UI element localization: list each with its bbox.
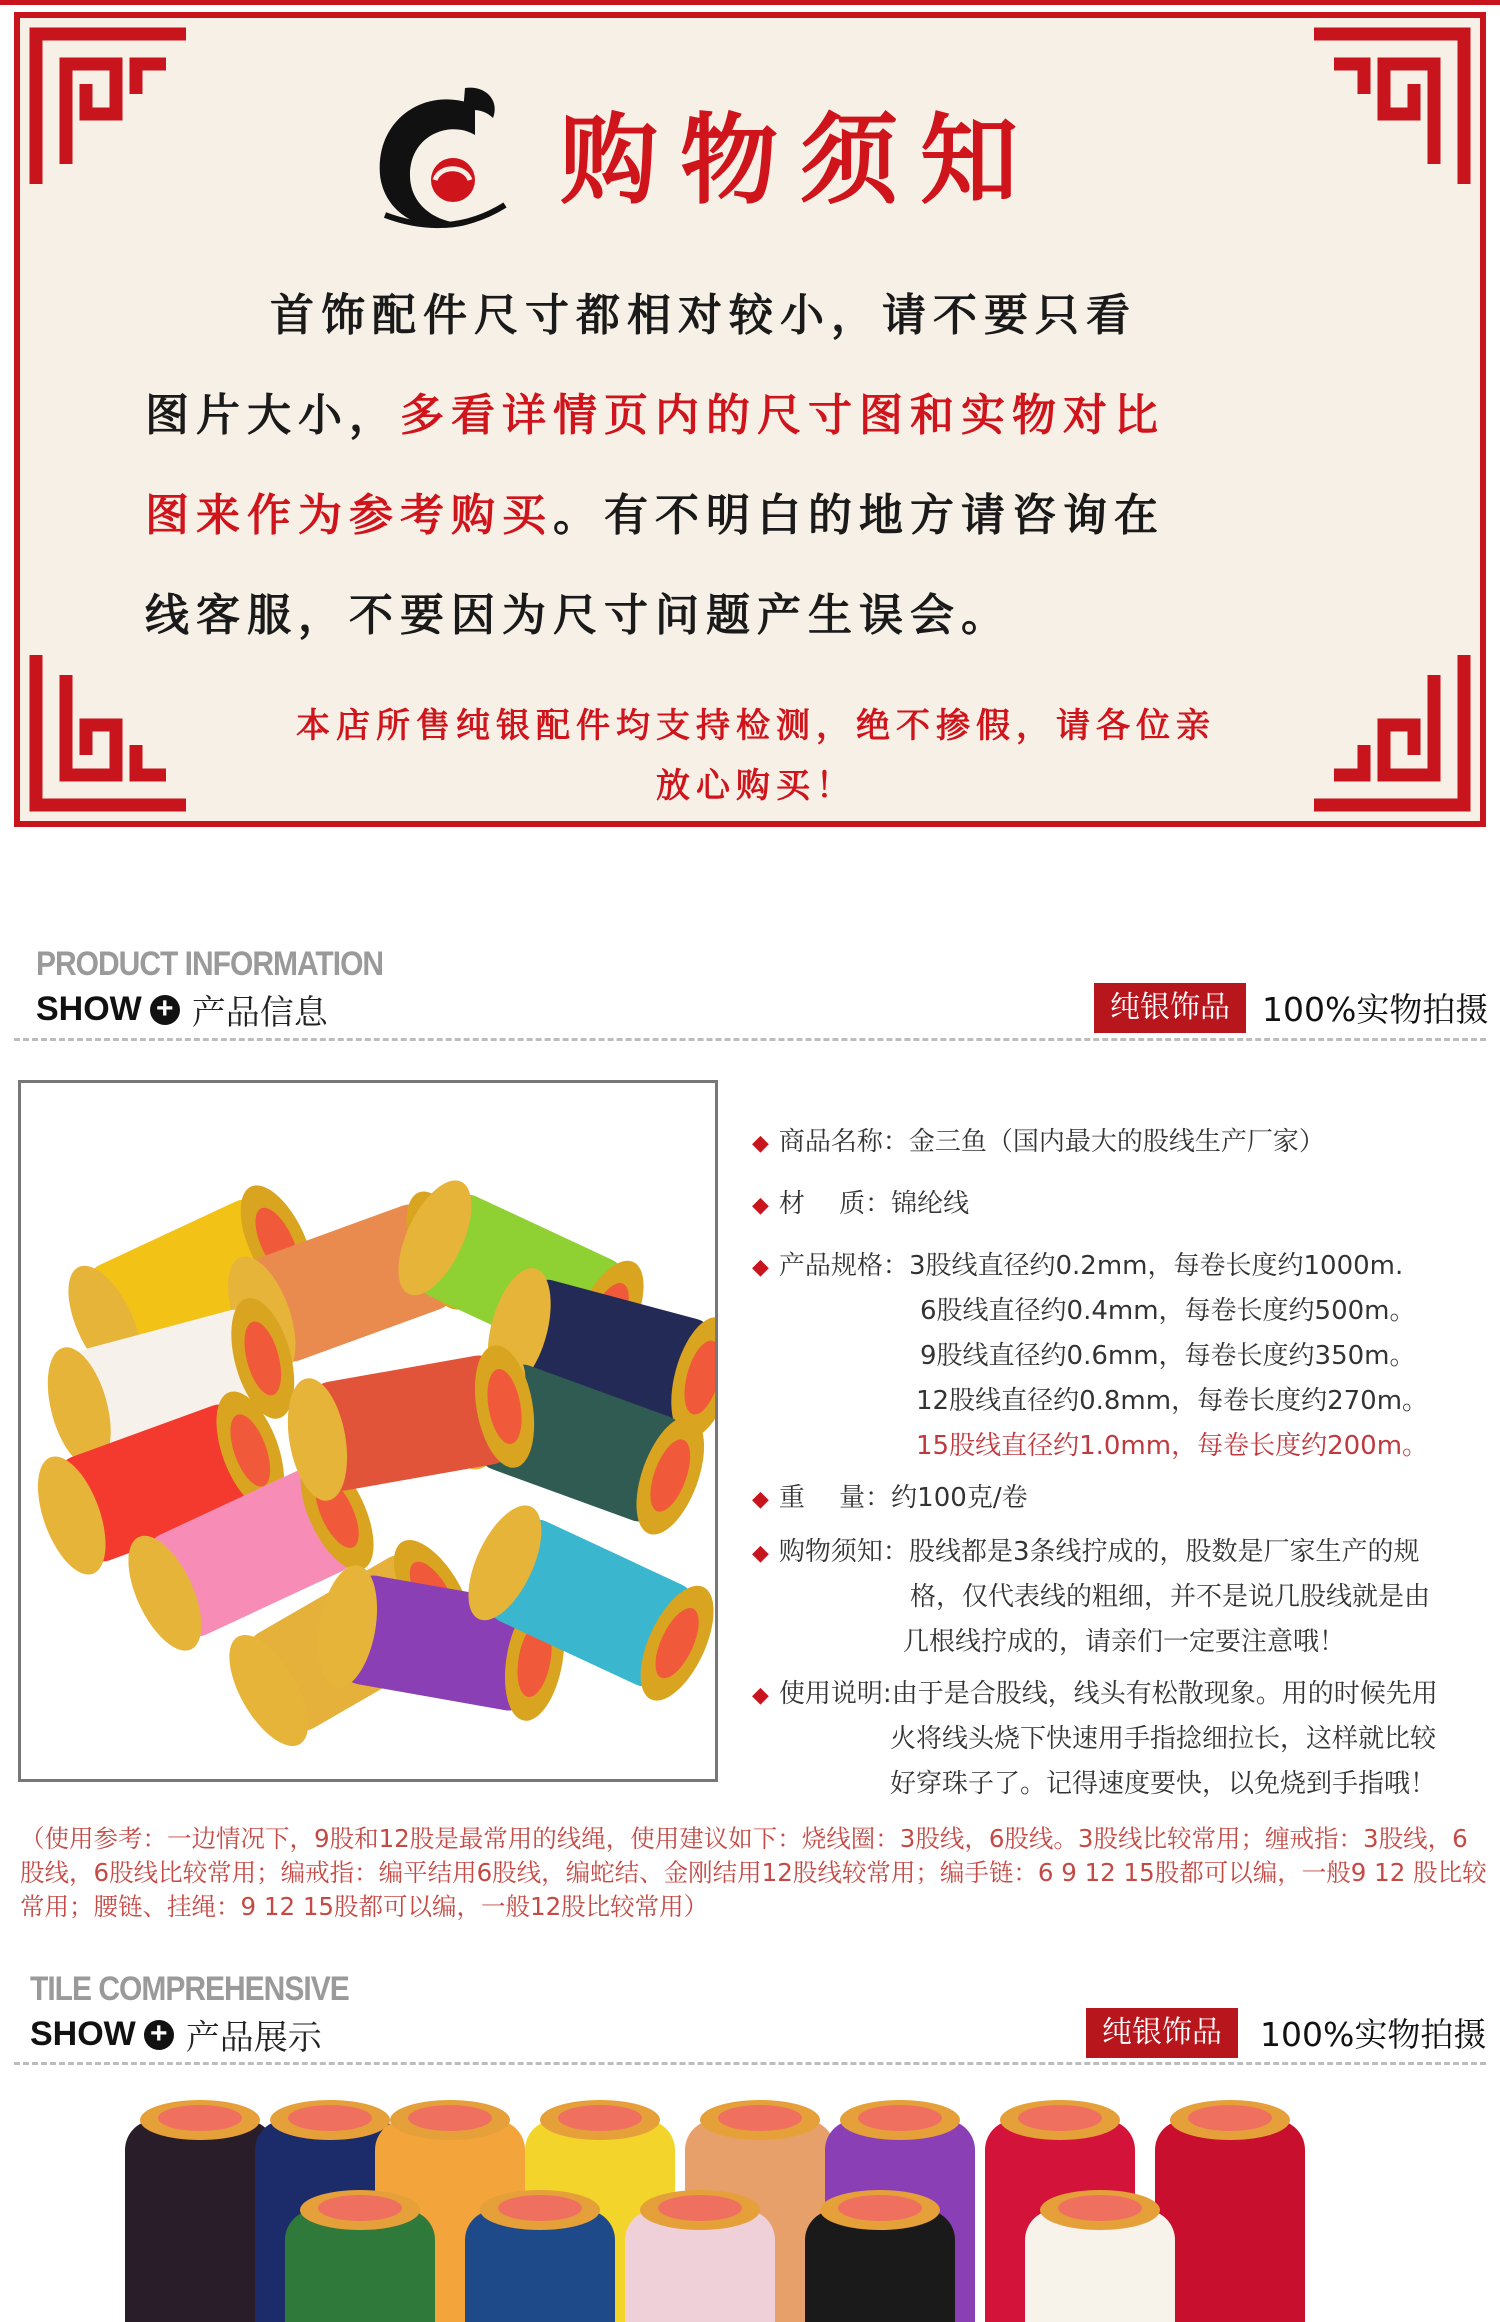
- bullet-icon: ◆: [752, 1541, 769, 1566]
- real-photo-note: 100%实物拍摄: [1260, 2015, 1487, 2054]
- notice-title: 购物须知: [560, 103, 1041, 218]
- spec-notice-line: 格，仅代表线的粗细，并不是说几股线就是由: [910, 1582, 1431, 1612]
- bullet-icon: ◆: [752, 1255, 769, 1280]
- spec-size-line: 9股线直径约0.6mm，每卷长度约350m。: [920, 1341, 1416, 1371]
- corner-ornament-top-right: [1304, 24, 1474, 194]
- notice-footer-1: 本店所售纯银配件均支持检测，绝不掺假，请各位亲: [296, 706, 1216, 746]
- spec-notice: [752, 1530, 1419, 1576]
- divider-dashed: [14, 1038, 1486, 1041]
- notice-frame: [14, 12, 1486, 827]
- spec-usage-line: 由于是合股线，线头有松散现象。用的时候先用: [891, 1679, 1438, 1709]
- section-show-title: [36, 985, 328, 1034]
- spec-name: [752, 1120, 1325, 1166]
- spec-usage: [752, 1672, 1438, 1718]
- spec-size: [752, 1244, 1403, 1290]
- top-border-line: [0, 0, 1500, 5]
- spool-icon: [625, 2190, 775, 2322]
- bullet-icon: ◆: [752, 1683, 769, 1708]
- notice-line-2-red: 多看详情页内的尺寸图和实物对比: [400, 390, 1165, 441]
- bullet-icon: ◆: [752, 1131, 769, 1156]
- silver-badge: 纯银饰品: [1094, 983, 1246, 1033]
- section-show-title: [30, 2010, 322, 2059]
- spec-size-line: 12股线直径约0.8mm，每卷长度约270m。: [916, 1386, 1429, 1416]
- spec-usage-line: 火将线头烧下快速用手指捻细拉长，这样就比较: [890, 1724, 1437, 1754]
- spec-usage-line: 好穿珠子了。记得速度要快，以免烧到手指哦！: [890, 1769, 1437, 1799]
- shopping-notice-panel: [0, 0, 1500, 835]
- spec-material: [752, 1182, 969, 1228]
- spec-material-text: 材 质：锦纶线: [778, 1189, 970, 1219]
- spec-weight-text: 重 量：约100克/卷: [778, 1483, 1028, 1513]
- spool-icon: [805, 2190, 955, 2322]
- section-en-title: TILE COMPREHENSIVE: [30, 1970, 349, 2008]
- spec-notice-line: 股线都是3条线拧成的，股数是厂家生产的规: [908, 1537, 1420, 1567]
- spool-icon: [1025, 2190, 1175, 2322]
- spec-weight: [752, 1476, 1028, 1522]
- product-photo: [18, 1080, 718, 1782]
- usage-reference: （使用参考：一边情况下，9股和12股是最常用的线绳，使用建议如下：烧线圈：3股线，6股线。3股线比较常用；缠戒指：3股线，6股线，6股线比较常用；编戒指：编平结用6股线，编蛇结、金刚结用12股线较常用；编手链：6 9 12 15股都可以编，一般9 12 股比较常用；腰链、挂绳：9 12 15股都可以编，一般12股比较常用）: [20, 1824, 1487, 1921]
- plus-icon: +: [144, 2020, 174, 2050]
- notice-line-3-red: 图来作为参考购买: [145, 490, 553, 541]
- section-cn-title: 产品展示: [185, 2019, 322, 2057]
- notice-footer-2: 放心购买！: [656, 766, 856, 806]
- notice-line-3: [145, 488, 1165, 544]
- show-label: SHOW: [36, 990, 142, 1028]
- spool-icon: [285, 2190, 435, 2322]
- spec-size-line: 6股线直径约0.4mm，每卷长度约500m。: [920, 1296, 1416, 1326]
- spool-icon: [1155, 2100, 1305, 2322]
- notice-line-3-black: 。有不明白的地方请咨询在: [553, 490, 1165, 541]
- thread-spools-row-image: [0, 2080, 1500, 2322]
- bullet-icon: ◆: [752, 1487, 769, 1512]
- plus-icon: +: [150, 995, 180, 1025]
- spec-name-text: 商品名称：金三鱼（国内最大的股线生产厂家）: [778, 1127, 1325, 1157]
- notice-line-2-black: 图片大小，: [145, 390, 400, 441]
- silver-badge: 纯银饰品: [1086, 2008, 1238, 2058]
- corner-ornament-top-left: [26, 24, 196, 194]
- spec-notice-line: 几根线拧成的，请亲们一定要注意哦！: [903, 1627, 1346, 1657]
- spec-notice-label: 购物须知：: [778, 1537, 909, 1567]
- product-display-header: [0, 1970, 1500, 2070]
- product-info-header: [0, 945, 1500, 1045]
- section-en-title: PRODUCT INFORMATION: [36, 945, 384, 983]
- bullet-icon: ◆: [752, 1193, 769, 1218]
- spec-usage-label: 使用说明:: [778, 1679, 892, 1709]
- spec-size-label: 产品规格：: [778, 1251, 909, 1281]
- spec-size-line: 15股线直径约1.0mm，每卷长度约200m。: [916, 1431, 1429, 1461]
- notice-line-4: 线客服，不要因为尺寸问题产生误会。: [145, 590, 1012, 641]
- real-photo-note: 100%实物拍摄: [1262, 990, 1489, 1029]
- divider-dashed: [14, 2062, 1486, 2065]
- product-display-photo: [0, 2080, 1500, 2322]
- spool-icon: [465, 2190, 615, 2322]
- shop-logo: [365, 80, 515, 245]
- thread-spools-image: [21, 1083, 718, 1782]
- notice-line-1: 首饰配件尺寸都相对较小，请不要只看: [270, 290, 1137, 341]
- show-label: SHOW: [30, 2015, 136, 2053]
- spool-icon: [125, 2100, 275, 2322]
- section-cn-title: 产品信息: [191, 994, 328, 1032]
- spec-size-line: 3股线直径约0.2mm，每卷长度约1000m.: [908, 1251, 1404, 1281]
- notice-line-2: [145, 388, 1165, 444]
